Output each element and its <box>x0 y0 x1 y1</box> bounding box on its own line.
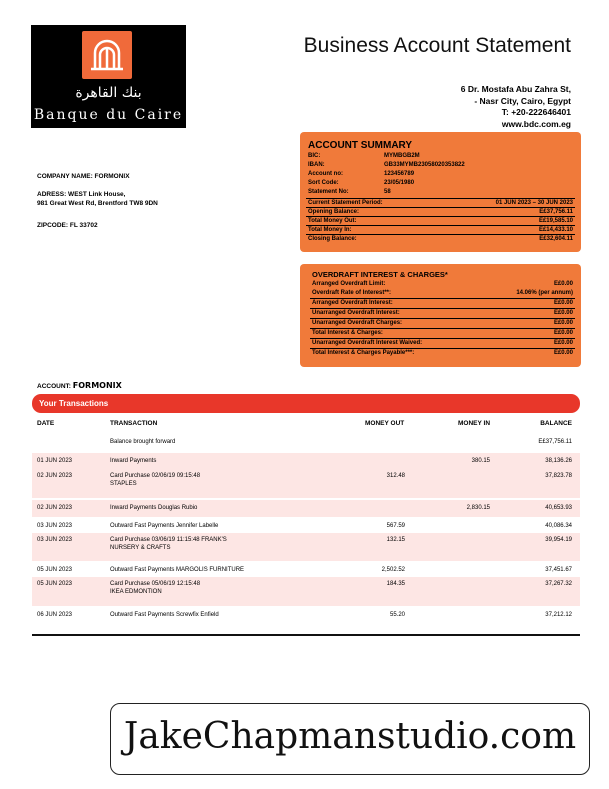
transactions-section-title: Your Transactions <box>39 399 109 408</box>
watermark-box <box>110 703 590 775</box>
statement-no-value: 58 <box>384 189 391 195</box>
cell-money-out: 312.48 <box>386 473 405 479</box>
bank-address <box>461 84 571 130</box>
cell-transaction: Balance brought forward <box>110 439 176 445</box>
table-bottom-divider <box>32 634 580 636</box>
table-row <box>32 518 580 533</box>
cell-money-out: 567.59 <box>386 523 405 529</box>
overdraft-row <box>310 348 575 358</box>
overdraft-row-label: Arranged Overdraft Limit: <box>312 281 386 287</box>
company-address-line1: ADRESS: WEST Link House, <box>37 191 126 198</box>
cell-transaction: Outward Fast Payments Jennifer Labelle <box>110 523 219 529</box>
cell-transaction: Card Purchase 05/06/19 12:15:48 IKEA EDMONTION <box>110 581 201 595</box>
statement-no-label: Statement No: <box>308 189 349 195</box>
account-summary-title: ACCOUNT SUMMARY <box>308 140 413 151</box>
overdraft-row-label: Unarranged Overdraft Interest Waived: <box>312 340 423 346</box>
cell-money-out: 55.20 <box>389 612 405 618</box>
cell-transaction: Outward Fast Payments Screwfix Enfield <box>110 612 219 618</box>
col-header-date: DATE <box>37 420 55 427</box>
cell-date: 02 JUN 2023 <box>37 505 73 511</box>
company-address <box>37 190 158 208</box>
cell-date: 03 JUN 2023 <box>37 537 73 543</box>
overdraft-row <box>310 338 575 348</box>
cell-transaction: Inward Payments <box>110 458 157 464</box>
overdraft-row-value: E£0.00 <box>553 310 573 316</box>
table-row <box>32 500 580 517</box>
overdraft-row <box>310 308 575 318</box>
summary-row <box>306 234 575 244</box>
bank-phone: T: +20-222646401 <box>501 107 571 117</box>
cell-balance: 37,823.78 <box>545 473 572 479</box>
col-header-transaction: TRANSACTION <box>110 420 158 427</box>
col-header-money-in: MONEY IN <box>458 420 491 427</box>
cell-money-in: 380.15 <box>471 458 490 464</box>
overdraft-title: OVERDRAFT INTEREST & CHARGES* <box>312 270 448 279</box>
cell-transaction: Outward Fast Payments MARGOLIS FURNITURE <box>110 567 245 573</box>
company-name: COMPANY NAME: FORMONIX <box>37 173 130 180</box>
statement-title: Business Account Statement <box>303 34 571 57</box>
table-row <box>32 533 580 561</box>
col-header-balance: BALANCE <box>540 420 572 427</box>
account-no-label: Account no: <box>308 171 343 177</box>
overdraft-row-label: Arranged Overdraft Interest: <box>312 300 393 306</box>
summary-row-value: E£19,585.10 <box>538 218 573 224</box>
table-row <box>32 468 580 498</box>
bank-address-line: 6 Dr. Mostafa Abu Zahra St, <box>460 84 571 94</box>
cell-date: 05 JUN 2023 <box>37 567 73 573</box>
logo-arabic-text: بنك القاهرة <box>75 85 142 101</box>
overdraft-row-value: 14.06% (per annum) <box>516 290 573 296</box>
watermark-text: JakeChapmanstudio.com <box>123 716 577 757</box>
cell-balance: 40,086.34 <box>545 523 572 529</box>
sort-code-label: Sort Code: <box>308 180 339 186</box>
overdraft-row-value: E£0.00 <box>553 300 573 306</box>
overdraft-row <box>310 280 575 289</box>
cell-date: 01 JUN 2023 <box>37 458 73 464</box>
overdraft-row-label: Unarranged Overdraft Interest: <box>312 310 400 316</box>
cell-balance: 37,267.32 <box>545 581 572 587</box>
cell-balance: 38,136.26 <box>545 458 572 464</box>
overdraft-box <box>300 264 581 367</box>
bank-address-line: - Nasr City, Cairo, Egypt <box>474 95 571 106</box>
summary-row-label: Total Money In: <box>308 227 352 233</box>
summary-row-label: Opening Balance: <box>308 209 360 215</box>
overdraft-row <box>310 318 575 328</box>
overdraft-row <box>310 289 575 298</box>
account-summary-box <box>300 132 581 252</box>
table-row <box>32 607 580 623</box>
summary-row-value: 01 JUN 2023 – 30 JUN 2023 <box>495 200 573 206</box>
bank-website: www.bdc.com.eg <box>501 118 571 129</box>
bank-logo <box>31 25 186 128</box>
summary-row-label: Total Money Out: <box>308 218 357 224</box>
overdraft-row-value: E£0.00 <box>553 340 573 346</box>
table-row <box>32 577 580 606</box>
table-row <box>32 562 580 577</box>
summary-row-value: E£32,604.11 <box>539 236 573 242</box>
overdraft-row-label: Total Interest & Charges: <box>312 330 383 336</box>
cell-money-out: 2,502.52 <box>381 567 405 573</box>
cell-balance: 37,451.67 <box>545 567 572 573</box>
company-address-line2: 981 Great West Rd, Brentford TW8 9DN <box>37 200 158 207</box>
iban-value: GB33MYMB23058020353822 <box>384 162 465 168</box>
account-heading <box>37 381 122 390</box>
overdraft-row-value: E£0.00 <box>553 320 573 326</box>
cell-balance: E£37,756.11 <box>538 439 572 445</box>
bic-value: MYMBGB2M <box>384 153 420 159</box>
cell-transaction: Inward Payments Douglas Rubio <box>110 505 198 511</box>
summary-row-label: Closing Balance: <box>308 236 357 242</box>
transactions-section-bar <box>32 394 580 413</box>
cell-date: 03 JUN 2023 <box>37 523 73 529</box>
table-row <box>32 453 580 468</box>
logo-latin-text: Banque du Caire <box>33 107 184 123</box>
cell-money-out: 184.35 <box>386 581 405 587</box>
overdraft-row-value: E£0.00 <box>553 350 573 356</box>
overdraft-row-label: Total Interest & Charges Payable***: <box>312 350 415 356</box>
cell-transaction: Card Purchase 03/06/19 11:15:48 FRANK'S NURSERY & CRAFTS <box>110 537 227 551</box>
overdraft-row <box>310 328 575 338</box>
table-row <box>32 434 580 450</box>
cell-date: 06 JUN 2023 <box>37 612 73 618</box>
sort-code-value: 23/05/1980 <box>384 180 415 186</box>
bic-label: BIC: <box>308 153 321 159</box>
summary-row-label: Current Statement Period: <box>308 200 383 206</box>
cell-transaction: Card Purchase 02/06/19 09:15:48 STAPLES <box>110 473 201 487</box>
overdraft-row-label: Overdraft Rate of Interest**: <box>312 290 392 296</box>
overdraft-row-value: E£0.00 <box>553 330 573 336</box>
cell-balance: 39,954.19 <box>545 537 572 543</box>
account-heading-label: ACCOUNT: <box>37 383 71 390</box>
logo-mark-icon <box>82 31 132 79</box>
account-heading-name: FORMONIX <box>72 381 122 390</box>
overdraft-row-label: Unarranged Overdraft Charges: <box>312 320 403 326</box>
cell-balance: 40,653.93 <box>545 505 572 511</box>
summary-row-value: E£37,756.11 <box>539 209 573 215</box>
cell-date: 05 JUN 2023 <box>37 581 73 587</box>
overdraft-row-value: E£0.00 <box>553 281 573 287</box>
summary-row-value: E£14,433.10 <box>538 227 573 233</box>
company-zipcode: ZIPCODE: FL 33702 <box>37 222 98 229</box>
cell-date: 02 JUN 2023 <box>37 473 73 479</box>
col-header-money-out: MONEY OUT <box>365 420 405 427</box>
cell-money-out: 132.15 <box>386 537 405 543</box>
overdraft-row <box>310 298 575 308</box>
iban-label: IBAN: <box>308 162 325 168</box>
cell-money-in: 2,830.15 <box>466 505 490 511</box>
account-no-value: 123456789 <box>384 171 415 177</box>
cell-balance: 37,212.12 <box>545 612 572 618</box>
